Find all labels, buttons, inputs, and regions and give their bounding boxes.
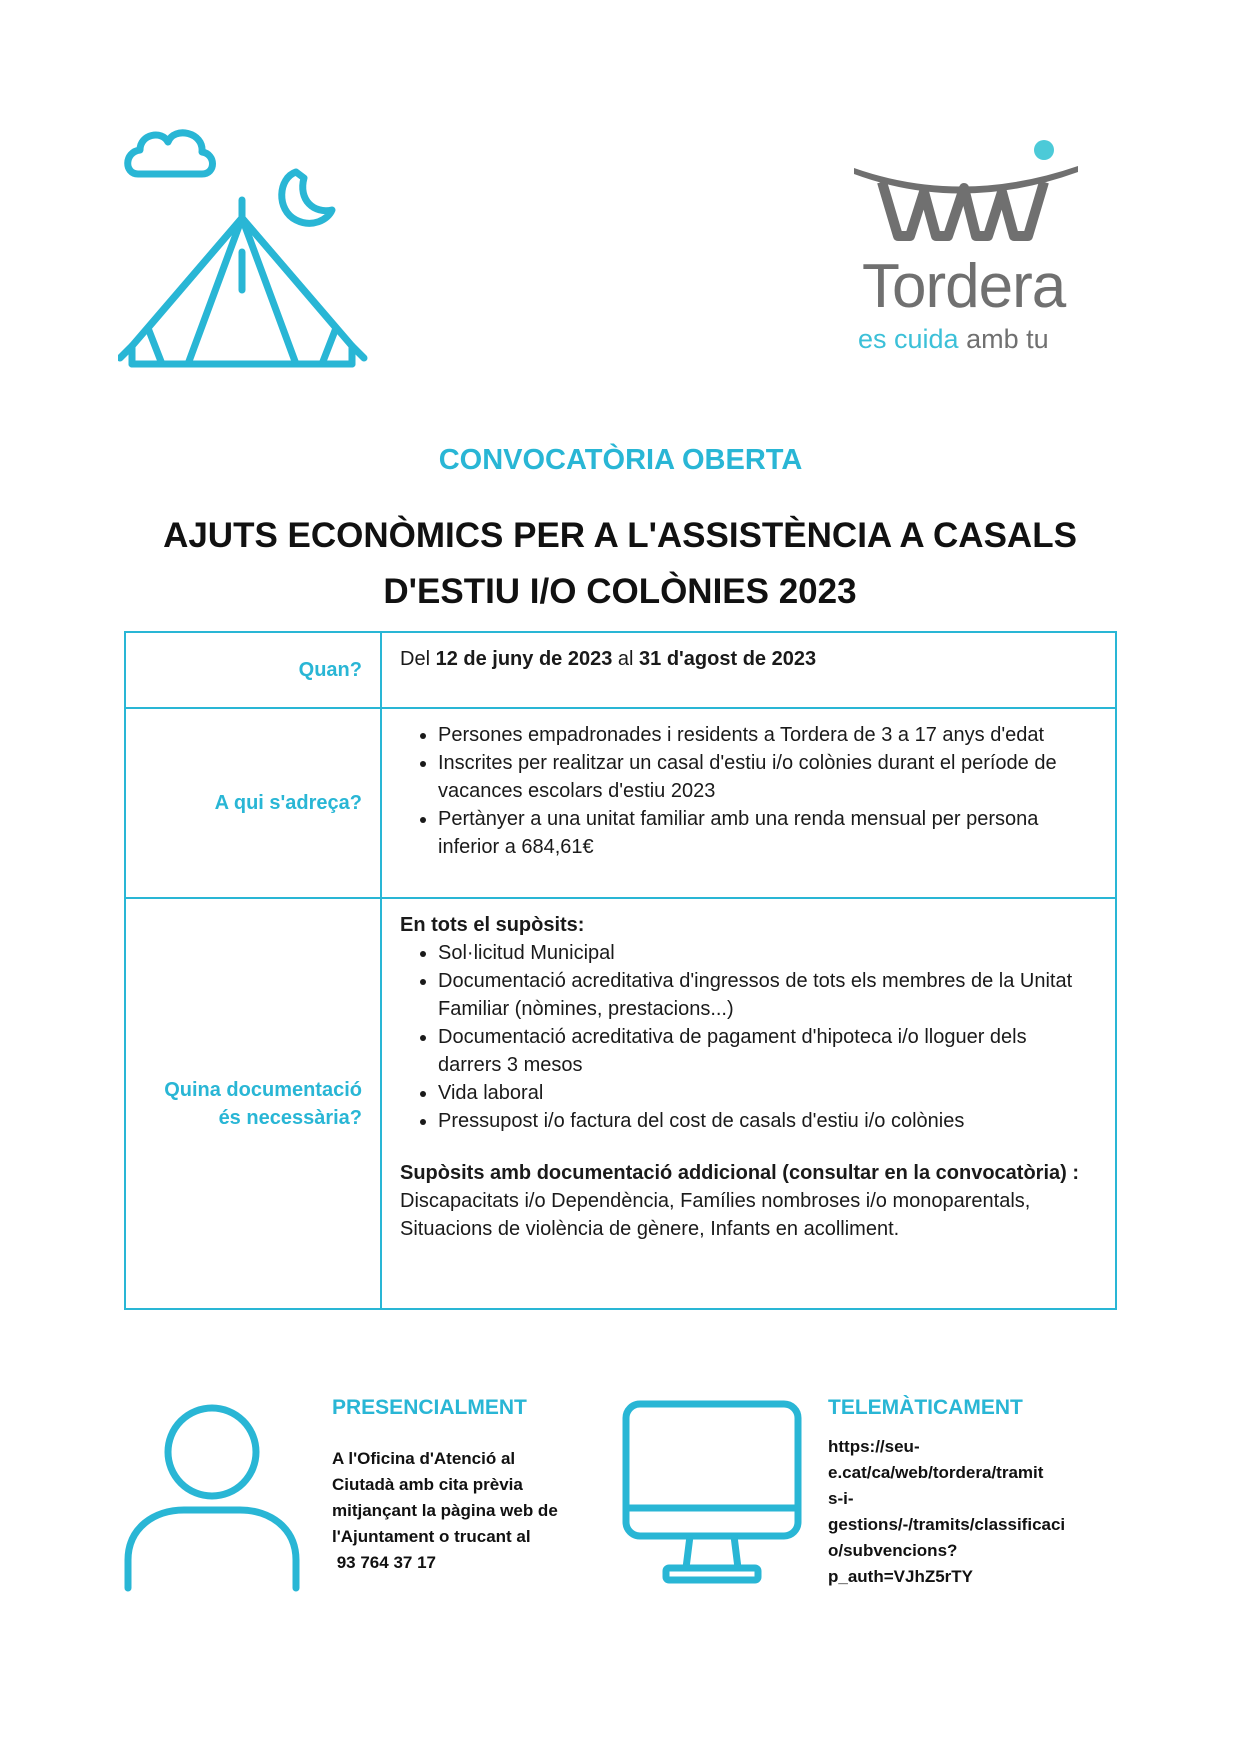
table-row-docs: [125, 898, 1116, 1309]
logo-figures: [852, 138, 1122, 258]
table-row-who: [125, 708, 1116, 898]
in-person-line: Ciutadà amb cita prèvia: [332, 1475, 523, 1494]
in-person-line: A l'Oficina d'Atenció al: [332, 1449, 516, 1468]
online-heading: TELEMÀTICAMENT: [828, 1396, 1023, 1419]
list-item: • Sol·licitud Municipal: [438, 939, 1093, 967]
list-item: • Pressupost i/o factura del cost de casals d'estiu i/o colònies: [438, 1107, 1093, 1135]
docs-additional-text: Discapacitats i/o Dependència, Famílies nombroses i/o monoparentals, Situacions de violència de gènere, Infants en acolliment.: [400, 1190, 1031, 1240]
in-person-text: [332, 1446, 558, 1576]
monitor-icon: [622, 1400, 802, 1584]
list-item: • Vida laboral: [438, 1079, 1093, 1107]
page-title: [120, 508, 1120, 620]
table-row-when: [125, 632, 1116, 708]
person-icon: [124, 1402, 300, 1594]
online-link-line[interactable]: gestions/-/tramits/classificaci: [828, 1515, 1066, 1534]
in-person-phone: 93 764 37 17: [332, 1553, 436, 1572]
online-link-line[interactable]: e.cat/ca/web/tordera/tramit: [828, 1463, 1044, 1482]
docs-additional-heading: Supòsits amb documentació addicional (consultar en la convocatòria) :: [400, 1162, 1080, 1184]
when-start-date: 12 de juny de 2023: [435, 648, 613, 670]
in-person-line: l'Ajuntament o trucant al: [332, 1527, 531, 1546]
question-docs-line-2: és necessària?: [218, 1106, 362, 1129]
when-end-date: 31 d'agost de 2023: [639, 648, 817, 670]
list-item: • Pertànyer a una unitat familiar amb una renda mensual per persona inferior a 684,61€: [438, 805, 1093, 861]
list-item: • Persones empadronades i residents a Tordera de 3 a 17 anys d'edat: [438, 721, 1093, 749]
logo-tagline: [858, 326, 1049, 353]
logo-wordmark: Tordera: [862, 252, 1066, 321]
tordera-logo: [852, 138, 1122, 358]
in-person-heading: PRESENCIALMENT: [332, 1396, 527, 1419]
answer-docs: [381, 898, 1116, 1309]
question-docs: [125, 898, 381, 1309]
when-mid: al: [612, 648, 640, 670]
info-table: [124, 631, 1117, 1310]
list-item: • Documentació acreditativa d'ingressos de tots els membres de la Unitat Familiar (nòmines, prestacions...): [438, 967, 1093, 1023]
title-line-1: AJUTS ECONÒMICS PER A L'ASSISTÈNCIA A CASALS: [163, 516, 1077, 555]
title-line-2: D'ESTIU I/O COLÒNIES 2023: [383, 572, 857, 611]
list-item: • Inscrites per realitzar un casal d'estiu i/o colònies durant el període de vacances escolars d'estiu 2023: [438, 749, 1093, 805]
question-when: Quan?: [125, 632, 381, 708]
page-subtitle: CONVOCATÒRIA OBERTA: [438, 444, 803, 476]
question-who: A qui s'adreça?: [125, 708, 381, 898]
in-person-line: mitjançant la pàgina web de: [332, 1501, 558, 1520]
cloud-icon: [128, 133, 213, 174]
logo-tagline-part1: es cuida: [858, 324, 959, 354]
online-link-line[interactable]: p_auth=VJhZ5rTY: [828, 1567, 974, 1586]
online-link-line[interactable]: o/subvencions?: [828, 1541, 958, 1560]
docs-list: [400, 939, 1093, 1135]
answer-when: [381, 632, 1116, 708]
logo-tagline-part2: amb tu: [966, 324, 1049, 354]
tent-icon: [118, 128, 368, 368]
question-docs-line-1: Quina documentació: [164, 1078, 362, 1101]
online-link-line[interactable]: https://seu-: [828, 1437, 920, 1456]
online-link-line[interactable]: s-i-: [828, 1489, 854, 1508]
docs-heading: En tots el supòsits:: [400, 914, 585, 936]
when-pre: Del: [400, 648, 436, 670]
online-link[interactable]: [828, 1434, 1065, 1590]
answer-who: [381, 708, 1116, 898]
list-item: • Documentació acreditativa de pagament d'hipoteca i/o lloguer dels darrers 3 mesos: [438, 1023, 1093, 1079]
moon-icon: [282, 172, 332, 223]
who-list: [400, 721, 1093, 861]
